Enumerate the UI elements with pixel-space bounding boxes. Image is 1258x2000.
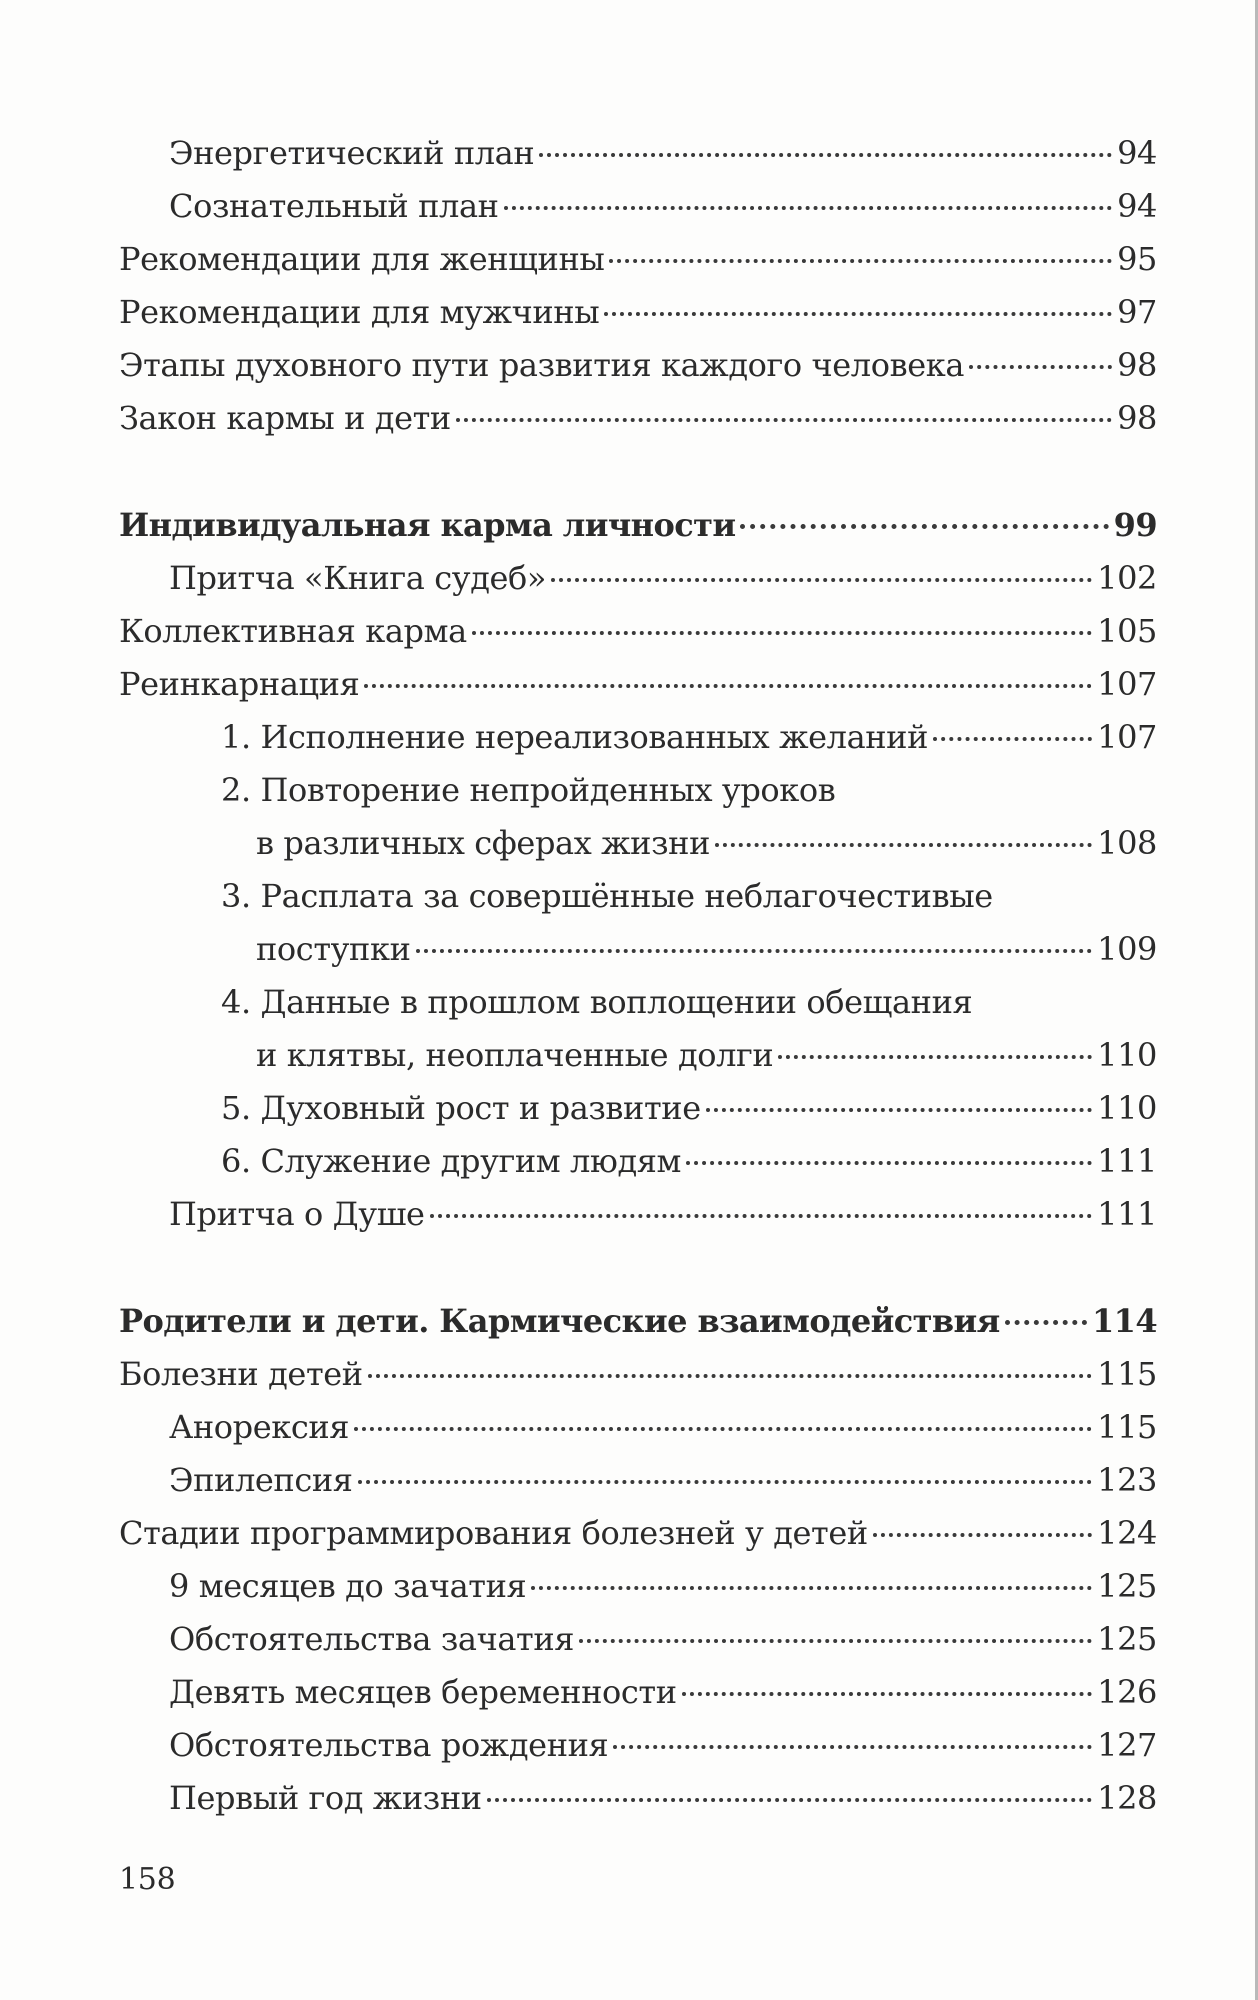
- toc-entry-page: 126: [1097, 1673, 1157, 1711]
- toc-entry-page: 108: [1097, 824, 1157, 862]
- dot-leader: [682, 1692, 1092, 1696]
- toc-entry-title: Анорексия: [169, 1408, 350, 1446]
- toc-entry-page: 94: [1117, 134, 1157, 172]
- toc-entry-title: Рекомендации для женщины: [119, 240, 605, 278]
- toc-chapter-title: Родители и дети. Кармические взаимодействия: [119, 1302, 1000, 1340]
- dot-leader: [933, 737, 1092, 741]
- toc-entry-title-continued: в различных сферах жизни: [256, 824, 710, 862]
- toc-entry: [119, 1354, 1157, 1394]
- dot-leader: [778, 1055, 1092, 1059]
- toc-entry-page: 111: [1097, 1142, 1157, 1180]
- toc-entry: [119, 1513, 1157, 1553]
- toc-chapter: [119, 505, 1157, 545]
- toc-entry-page: 127: [1097, 1726, 1157, 1764]
- toc-entry: [169, 558, 1157, 598]
- toc-entry: [169, 1194, 1157, 1234]
- toc-entry-page: 128: [1097, 1779, 1157, 1817]
- dot-leader: [551, 578, 1092, 582]
- toc-entry: [256, 929, 1157, 969]
- toc-entry-page: 110: [1097, 1089, 1157, 1127]
- toc-entry-title-continued: и клятвы, неоплаченные долги: [256, 1036, 774, 1074]
- toc-entry-title: 1. Исполнение нереализованных желаний: [221, 718, 929, 756]
- toc-entry: [221, 1088, 1157, 1128]
- toc-entry-title: Реинкарнация: [119, 665, 360, 703]
- toc-entry-page: 124: [1097, 1514, 1157, 1552]
- toc-entry-title: Обстоятельства зачатия: [169, 1620, 575, 1658]
- dot-leader: [358, 1480, 1093, 1484]
- toc-entry-title: Притча о Душе: [169, 1195, 425, 1233]
- page-number: 158: [119, 1862, 176, 1897]
- toc-entry-title: Первый год жизни: [169, 1779, 482, 1817]
- dot-leader: [504, 206, 1113, 210]
- toc-entry-title: 6. Служение другим людям: [221, 1142, 682, 1180]
- toc-entry: [221, 717, 1157, 757]
- toc-entry-page: 109: [1097, 930, 1157, 968]
- dot-leader: [740, 524, 1108, 529]
- toc-entry-page: 102: [1097, 559, 1157, 597]
- dot-leader: [579, 1639, 1092, 1643]
- dot-leader: [364, 684, 1092, 688]
- dot-leader: [604, 312, 1112, 316]
- dot-leader: [531, 1586, 1092, 1590]
- dot-leader: [487, 1798, 1092, 1802]
- toc-entry-page: 115: [1097, 1355, 1157, 1393]
- toc-entry-title: 5. Духовный рост и развитие: [221, 1089, 701, 1127]
- toc-entry-title: Эпилепсия: [169, 1461, 353, 1499]
- toc-entry-title: Сознательный план: [169, 187, 499, 225]
- toc-entry-page: 98: [1117, 399, 1157, 437]
- dot-leader: [416, 949, 1093, 953]
- toc-entry-title: 3. Расплата за совершённые неблагочестивые: [221, 877, 993, 915]
- toc-entry: [169, 1725, 1157, 1765]
- toc-entry-title: Энергетический план: [169, 134, 535, 172]
- toc-entry-page: 111: [1097, 1195, 1157, 1233]
- toc-chapter-page: 99: [1113, 506, 1157, 544]
- dot-leader: [715, 843, 1092, 847]
- toc-entry-page: 110: [1097, 1036, 1157, 1074]
- toc-entry: [169, 186, 1157, 226]
- dot-leader: [609, 259, 1112, 263]
- toc-entry-page: 95: [1117, 240, 1157, 278]
- toc-entry-page: 125: [1097, 1567, 1157, 1605]
- dot-leader: [686, 1161, 1092, 1165]
- dot-leader: [873, 1533, 1092, 1537]
- toc-entry-title-continued: поступки: [256, 930, 411, 968]
- toc-entry: [119, 398, 1157, 438]
- toc-entry-title: 4. Данные в прошлом воплощении обещания: [221, 983, 973, 1021]
- toc-entry-page: 107: [1097, 665, 1157, 703]
- toc-entry: [169, 1566, 1157, 1606]
- toc-entry-page: 107: [1097, 718, 1157, 756]
- toc-entry-title: Болезни детей: [119, 1355, 363, 1393]
- toc-entry: [119, 611, 1157, 651]
- toc-entry-page: 123: [1097, 1461, 1157, 1499]
- dot-leader: [613, 1745, 1092, 1749]
- toc-entry-title: Девять месяцев беременности: [169, 1673, 677, 1711]
- dot-leader: [1005, 1320, 1087, 1325]
- toc-entry: [169, 1407, 1157, 1447]
- toc-entry: [119, 239, 1157, 279]
- dot-leader: [354, 1427, 1092, 1431]
- toc-entry-title: Этапы духовного пути развития каждого человека: [119, 346, 965, 384]
- toc-entry-title: 9 месяцев до зачатия: [169, 1567, 527, 1605]
- toc-entry: [169, 1460, 1157, 1500]
- dot-leader: [368, 1374, 1092, 1378]
- dot-leader: [456, 418, 1112, 422]
- toc-entry: [256, 1035, 1157, 1075]
- dot-leader: [706, 1108, 1092, 1112]
- toc-entry-page: 125: [1097, 1620, 1157, 1658]
- toc-entry: [169, 1778, 1157, 1818]
- dot-leader: [539, 153, 1112, 157]
- toc-entry: [169, 1672, 1157, 1712]
- toc-entry-title: Коллективная карма: [119, 612, 467, 650]
- toc-entry: [119, 664, 1157, 704]
- toc-entry: [221, 1141, 1157, 1181]
- toc-entry-title: Обстоятельства рождения: [169, 1726, 609, 1764]
- toc-chapter-page: 114: [1092, 1302, 1157, 1340]
- dot-leader: [430, 1214, 1093, 1218]
- toc-entry-title: Закон кармы и дети: [119, 399, 451, 437]
- toc-entry: [119, 292, 1157, 332]
- toc-entry: [169, 1619, 1157, 1659]
- toc-entry-title: 2. Повторение непройденных уроков: [221, 771, 836, 809]
- toc-entry-page: 115: [1097, 1408, 1157, 1446]
- toc-entry-page: 94: [1117, 187, 1157, 225]
- dot-leader: [472, 631, 1092, 635]
- toc-entry-title: Притча «Книга судеб»: [169, 559, 547, 597]
- dot-leader: [969, 365, 1112, 369]
- toc-entry-page: 98: [1117, 346, 1157, 384]
- toc-chapter-title: Индивидуальная карма личности: [119, 506, 736, 544]
- toc-entry-page: 97: [1117, 293, 1157, 331]
- toc-entry-page: 105: [1097, 612, 1157, 650]
- toc-entry: [169, 133, 1157, 173]
- toc-entry: [119, 345, 1157, 385]
- toc-entry: [256, 823, 1157, 863]
- toc-entry-title: Стадии программирования болезней у детей: [119, 1514, 868, 1552]
- toc-entry-title: Рекомендации для мужчины: [119, 293, 600, 331]
- toc-chapter: [119, 1301, 1157, 1341]
